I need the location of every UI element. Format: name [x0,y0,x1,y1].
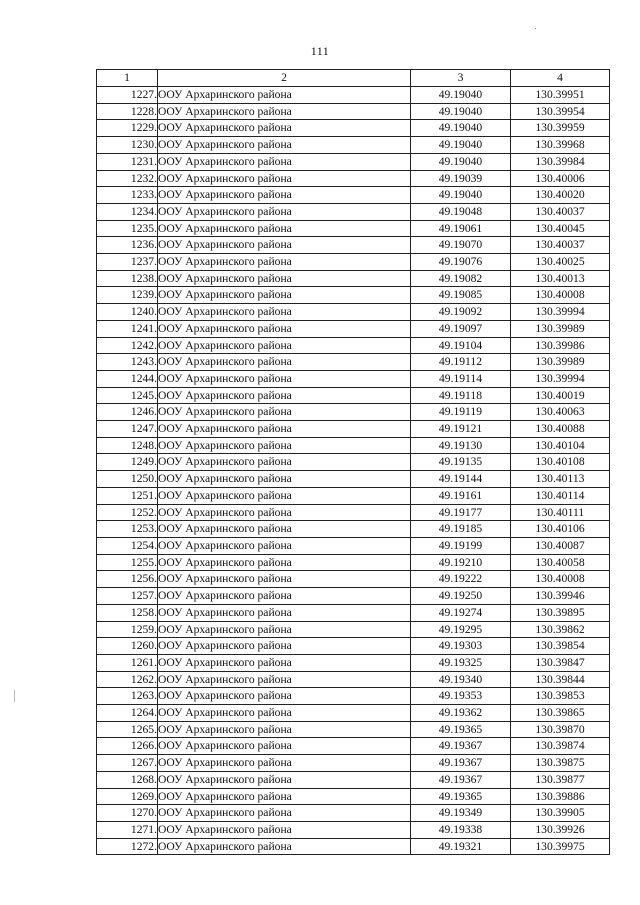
latitude-cell: 49.19325 [411,654,511,671]
table-row [97,170,610,187]
latitude-cell: 49.19144 [411,471,511,488]
longitude-cell: 130.39905 [511,805,610,822]
table-row [97,838,610,855]
row-number-cell: 1227. [97,87,158,104]
row-number-cell: 1255. [97,554,158,571]
object-name-cell: ООУ Архаринского района [158,370,411,387]
object-name-cell: ООУ Архаринского района [158,354,411,371]
longitude-cell: 130.40108 [511,454,610,471]
latitude-cell: 49.19114 [411,370,511,387]
latitude-cell: 49.19210 [411,554,511,571]
object-name-cell: ООУ Архаринского района [158,771,411,788]
row-number-cell: 1244. [97,370,158,387]
object-name-cell: ООУ Архаринского района [158,287,411,304]
latitude-cell: 49.19119 [411,404,511,421]
longitude-cell: 130.39986 [511,337,610,354]
object-name-cell: ООУ Архаринского района [158,705,411,722]
object-name-cell: ООУ Архаринского района [158,187,411,204]
latitude-cell: 49.19135 [411,454,511,471]
longitude-cell: 130.39984 [511,153,610,170]
table-row [97,588,610,605]
coordinates-table [96,69,610,855]
latitude-cell: 49.19295 [411,621,511,638]
object-name-cell: ООУ Архаринского района [158,638,411,655]
object-name-cell: ООУ Архаринского района [158,504,411,521]
table-row [97,404,610,421]
longitude-cell: 130.40020 [511,187,610,204]
latitude-cell: 49.19121 [411,421,511,438]
table-row [97,654,610,671]
row-number-cell: 1236. [97,237,158,254]
object-name-cell: ООУ Архаринского района [158,487,411,504]
longitude-cell: 130.39994 [511,370,610,387]
latitude-cell: 49.19365 [411,788,511,805]
longitude-cell: 130.39989 [511,320,610,337]
longitude-cell: 130.39854 [511,638,610,655]
row-number-cell: 1238. [97,270,158,287]
latitude-cell: 49.19199 [411,537,511,554]
object-name-cell: ООУ Архаринского района [158,137,411,154]
row-number-cell: 1272. [97,838,158,855]
latitude-cell: 49.19274 [411,604,511,621]
longitude-cell: 130.39895 [511,604,610,621]
longitude-cell: 130.40019 [511,387,610,404]
row-number-cell: 1259. [97,621,158,638]
table-row [97,421,610,438]
row-number-cell: 1271. [97,821,158,838]
row-number-cell: 1237. [97,254,158,271]
longitude-cell: 130.39862 [511,621,610,638]
row-number-cell: 1243. [97,354,158,371]
table-row [97,537,610,554]
row-number-cell: 1249. [97,454,158,471]
object-name-cell: ООУ Архаринского района [158,387,411,404]
latitude-cell: 49.19104 [411,337,511,354]
latitude-cell: 49.19082 [411,270,511,287]
header-row [97,70,610,87]
object-name-cell: ООУ Архаринского района [158,805,411,822]
table-row [97,671,610,688]
scan-artifact [535,28,536,29]
object-name-cell: ООУ Архаринского района [158,738,411,755]
longitude-cell: 130.40087 [511,537,610,554]
row-number-cell: 1233. [97,187,158,204]
object-name-cell: ООУ Архаринского района [158,821,411,838]
row-number-cell: 1258. [97,604,158,621]
latitude-cell: 49.19250 [411,588,511,605]
row-number-cell: 1262. [97,671,158,688]
latitude-cell: 49.19321 [411,838,511,855]
latitude-cell: 49.19061 [411,220,511,237]
table-row [97,454,610,471]
longitude-cell: 130.39946 [511,588,610,605]
object-name-cell: ООУ Архаринского района [158,721,411,738]
object-name-cell: ООУ Архаринского района [158,421,411,438]
object-name-cell: ООУ Архаринского района [158,120,411,137]
table-row [97,821,610,838]
longitude-cell: 130.40037 [511,237,610,254]
table-row [97,788,610,805]
row-number-cell: 1268. [97,771,158,788]
row-number-cell: 1230. [97,137,158,154]
row-number-cell: 1231. [97,153,158,170]
table-row [97,471,610,488]
latitude-cell: 49.19085 [411,287,511,304]
object-name-cell: ООУ Архаринского района [158,404,411,421]
table-row [97,638,610,655]
table-row [97,354,610,371]
longitude-cell: 130.40037 [511,203,610,220]
table-row [97,387,610,404]
object-name-cell: ООУ Архаринского района [158,270,411,287]
table-row [97,705,610,722]
longitude-cell: 130.39875 [511,755,610,772]
table-row [97,254,610,271]
table-row [97,621,610,638]
table-row [97,337,610,354]
object-name-cell: ООУ Архаринского района [158,838,411,855]
longitude-cell: 130.39844 [511,671,610,688]
table-row [97,237,610,254]
object-name-cell: ООУ Архаринского района [158,304,411,321]
table-row [97,287,610,304]
table-row [97,721,610,738]
latitude-cell: 49.19367 [411,771,511,788]
object-name-cell: ООУ Архаринского района [158,571,411,588]
row-number-cell: 1270. [97,805,158,822]
row-number-cell: 1232. [97,170,158,187]
object-name-cell: ООУ Архаринского района [158,320,411,337]
latitude-cell: 49.19365 [411,721,511,738]
object-name-cell: ООУ Архаринского района [158,237,411,254]
latitude-cell: 49.19112 [411,354,511,371]
row-number-cell: 1235. [97,220,158,237]
row-number-cell: 1250. [97,471,158,488]
longitude-cell: 130.40063 [511,404,610,421]
latitude-cell: 49.19040 [411,120,511,137]
longitude-cell: 130.39968 [511,137,610,154]
row-number-cell: 1242. [97,337,158,354]
latitude-cell: 49.19092 [411,304,511,321]
latitude-cell: 49.19048 [411,203,511,220]
object-name-cell: ООУ Архаринского района [158,337,411,354]
latitude-cell: 49.19040 [411,187,511,204]
latitude-cell: 49.19338 [411,821,511,838]
table-row [97,103,610,120]
latitude-cell: 49.19039 [411,170,511,187]
scan-artifact [14,690,15,702]
longitude-cell: 130.39865 [511,705,610,722]
longitude-cell: 130.39877 [511,771,610,788]
latitude-cell: 49.19076 [411,254,511,271]
row-number-cell: 1252. [97,504,158,521]
latitude-cell: 49.19353 [411,688,511,705]
longitude-cell: 130.40008 [511,571,610,588]
longitude-cell: 130.39951 [511,87,610,104]
latitude-cell: 49.19362 [411,705,511,722]
row-number-cell: 1254. [97,537,158,554]
header-col-1: 1 [97,70,158,87]
row-number-cell: 1239. [97,287,158,304]
row-number-cell: 1240. [97,304,158,321]
header-col-2: 2 [158,70,411,87]
longitude-cell: 130.40113 [511,471,610,488]
object-name-cell: ООУ Архаринского района [158,153,411,170]
table-row [97,137,610,154]
row-number-cell: 1251. [97,487,158,504]
longitude-cell: 130.40058 [511,554,610,571]
latitude-cell: 49.19303 [411,638,511,655]
row-number-cell: 1241. [97,320,158,337]
row-number-cell: 1265. [97,721,158,738]
table-row [97,120,610,137]
row-number-cell: 1234. [97,203,158,220]
object-name-cell: ООУ Архаринского района [158,521,411,538]
longitude-cell: 130.39954 [511,103,610,120]
row-number-cell: 1257. [97,588,158,605]
row-number-cell: 1245. [97,387,158,404]
latitude-cell: 49.19040 [411,153,511,170]
longitude-cell: 130.39874 [511,738,610,755]
latitude-cell: 49.19130 [411,437,511,454]
object-name-cell: ООУ Архаринского района [158,537,411,554]
latitude-cell: 49.19070 [411,237,511,254]
row-number-cell: 1269. [97,788,158,805]
table-row [97,755,610,772]
object-name-cell: ООУ Архаринского района [158,170,411,187]
header-col-3: 3 [411,70,511,87]
table-header [97,70,610,87]
row-number-cell: 1260. [97,638,158,655]
longitude-cell: 130.39959 [511,120,610,137]
table-row [97,437,610,454]
row-number-cell: 1266. [97,738,158,755]
latitude-cell: 49.19040 [411,87,511,104]
row-number-cell: 1229. [97,120,158,137]
table-row [97,571,610,588]
table-row [97,504,610,521]
table-row [97,270,610,287]
latitude-cell: 49.19367 [411,755,511,772]
latitude-cell: 49.19118 [411,387,511,404]
table-row [97,203,610,220]
longitude-cell: 130.40106 [511,521,610,538]
row-number-cell: 1246. [97,404,158,421]
table-row [97,521,610,538]
table-row [97,87,610,104]
table-body [97,87,610,855]
object-name-cell: ООУ Архаринского района [158,755,411,772]
table-row [97,320,610,337]
longitude-cell: 130.39994 [511,304,610,321]
longitude-cell: 130.39853 [511,688,610,705]
page-number: 111 [310,44,330,58]
object-name-cell: ООУ Архаринского района [158,220,411,237]
row-number-cell: 1264. [97,705,158,722]
longitude-cell: 130.40104 [511,437,610,454]
table-row [97,153,610,170]
object-name-cell: ООУ Архаринского района [158,671,411,688]
row-number-cell: 1248. [97,437,158,454]
latitude-cell: 49.19349 [411,805,511,822]
longitude-cell: 130.39847 [511,654,610,671]
table-row [97,554,610,571]
row-number-cell: 1256. [97,571,158,588]
table-row [97,805,610,822]
latitude-cell: 49.19177 [411,504,511,521]
row-number-cell: 1253. [97,521,158,538]
longitude-cell: 130.40008 [511,287,610,304]
object-name-cell: ООУ Архаринского района [158,604,411,621]
object-name-cell: ООУ Архаринского района [158,688,411,705]
table-row [97,604,610,621]
longitude-cell: 130.39886 [511,788,610,805]
latitude-cell: 49.19340 [411,671,511,688]
object-name-cell: ООУ Архаринского района [158,437,411,454]
table-row [97,304,610,321]
row-number-cell: 1267. [97,755,158,772]
longitude-cell: 130.40013 [511,270,610,287]
object-name-cell: ООУ Архаринского района [158,471,411,488]
longitude-cell: 130.40088 [511,421,610,438]
object-name-cell: ООУ Архаринского района [158,788,411,805]
row-number-cell: 1261. [97,654,158,671]
table-row [97,220,610,237]
object-name-cell: ООУ Архаринского района [158,588,411,605]
object-name-cell: ООУ Архаринского района [158,454,411,471]
latitude-cell: 49.19222 [411,571,511,588]
object-name-cell: ООУ Архаринского района [158,254,411,271]
longitude-cell: 130.39870 [511,721,610,738]
row-number-cell: 1263. [97,688,158,705]
longitude-cell: 130.40006 [511,170,610,187]
longitude-cell: 130.40045 [511,220,610,237]
latitude-cell: 49.19185 [411,521,511,538]
longitude-cell: 130.39926 [511,821,610,838]
object-name-cell: ООУ Архаринского района [158,87,411,104]
table-row [97,370,610,387]
latitude-cell: 49.19367 [411,738,511,755]
longitude-cell: 130.40111 [511,504,610,521]
row-number-cell: 1247. [97,421,158,438]
table-row [97,771,610,788]
table-row [97,487,610,504]
longitude-cell: 130.40025 [511,254,610,271]
latitude-cell: 49.19040 [411,103,511,120]
object-name-cell: ООУ Архаринского района [158,203,411,220]
longitude-cell: 130.39975 [511,838,610,855]
table-row [97,187,610,204]
longitude-cell: 130.39989 [511,354,610,371]
object-name-cell: ООУ Архаринского района [158,654,411,671]
object-name-cell: ООУ Архаринского района [158,103,411,120]
longitude-cell: 130.40114 [511,487,610,504]
object-name-cell: ООУ Архаринского района [158,621,411,638]
header-col-4: 4 [511,70,610,87]
table-row [97,688,610,705]
latitude-cell: 49.19161 [411,487,511,504]
row-number-cell: 1228. [97,103,158,120]
latitude-cell: 49.19040 [411,137,511,154]
table-row [97,738,610,755]
object-name-cell: ООУ Архаринского района [158,554,411,571]
latitude-cell: 49.19097 [411,320,511,337]
